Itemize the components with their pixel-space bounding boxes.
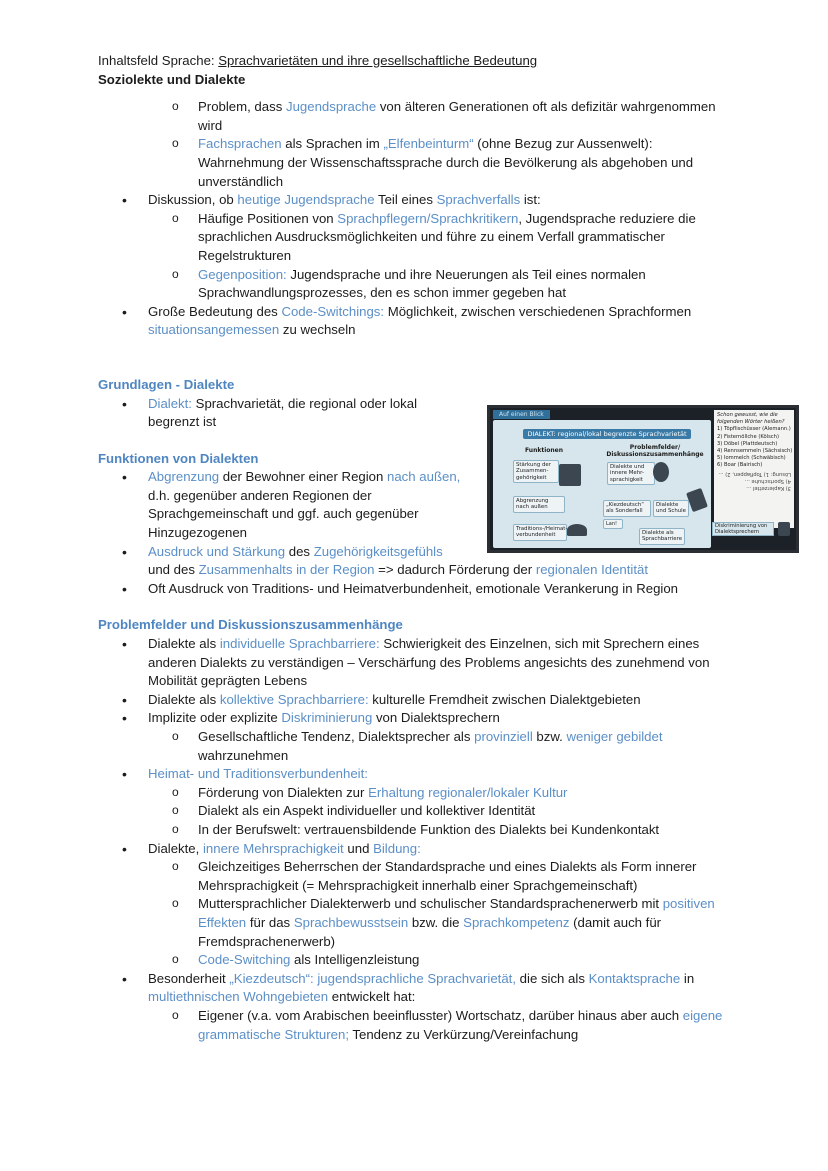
- list-item: o Eigener (v.a. vom Arabischen beeinflusster) Wortschatz, darüber hinaus aber auch eigene grammatische Strukturen; Tendenz zu Verkürzung/Vereinfachung: [98, 1007, 738, 1044]
- infographic-chip: Abgrenzung nach außen: [513, 496, 565, 513]
- list-item: • Dialekte als individuelle Sprachbarriere: Schwierigkeit des Einzelnen, sich mit Sprechern eines anderen Dialekts zu verständigen – Verschärfung des Problems angesichts des zunehmend von Mobilität geprägten Lebens: [98, 635, 738, 691]
- infographic-col-left: Funktionen: [525, 447, 563, 454]
- thumbs-down-icon: [778, 522, 790, 536]
- infographic-side-flip: 3) Kapierzettel ...: [746, 485, 791, 492]
- heading-funktionen: Funktionen von Dialekten: [98, 450, 259, 466]
- infographic-col-right: Problemfelder/ Diskussionszusammenhänge: [606, 444, 704, 458]
- list-item: • Implizite oder explizite Diskriminierung von Dialektsprechern: [98, 709, 738, 728]
- infographic-side-item: 4) Rennsemmeln (Sächsisch): [717, 448, 793, 455]
- infographic-side-flip: Lösung: 1) Topflappen, 2) ...: [718, 470, 791, 477]
- head-icon: [653, 462, 669, 482]
- infographic-side-item: 6) Boar (Bairisch): [717, 462, 763, 469]
- list-kiezdeutsch-sub: [98, 1007, 738, 1044]
- infographic-side-flip: 4) Sportschuhe ...: [744, 478, 791, 485]
- list-item: o In der Berufswelt: vertrauensbildende Funktion des Dialekts bei Kundenkontakt: [98, 821, 738, 840]
- list-item: o Häufige Positionen von Sprachpflegern/Sprachkritikern, Jugendsprache reduziere die sprachlichen Ausdrucksmöglichkeiten und führe zu einem Verfall grammatischer Regelstrukturen: [98, 210, 738, 266]
- list-grundlagen: [98, 395, 438, 432]
- list-item: • Oft Ausdruck von Traditions- und Heimatverbundenheit, emotionale Verankerung in Region: [98, 580, 738, 599]
- list-item: o Problem, dass Jugendsprache von älteren Generationen oft als defizitär wahrgenommen wird: [98, 98, 738, 135]
- list-positionen: [98, 210, 738, 303]
- list-item: • Dialekt: Sprachvarietät, die regional oder lokal begrenzt ist: [98, 395, 438, 432]
- list-item: • Dialekte, innere Mehrsprachigkeit und Bildung:: [98, 840, 738, 859]
- list-heimat: [98, 765, 738, 784]
- list-item: • Ausdruck und Stärkung des Zugehörigkeitsgefühls und des Zusammenhalts in der Region => dadurch Förderung der regionalen Identität: [98, 543, 738, 580]
- calculator-icon: [686, 488, 708, 512]
- infographic-side-item: 5) Iommelch (Schwäbisch): [717, 455, 786, 462]
- list-item: o Gegenposition: Jugendsprache und ihre Neuerungen als Teil eines normalen Sprachwandlungsprozesses, den es schon immer gegeben hat: [98, 266, 738, 303]
- heading-grundlagen: Grundlagen - Dialekte: [98, 376, 235, 392]
- list-jugendsprache: [98, 98, 738, 191]
- list-item: • Dialekte als kollektive Sprachbarriere: kulturelle Fremdheit zwischen Dialektgebieten: [98, 691, 738, 710]
- list-diskriminierung: [98, 728, 738, 765]
- list-problemfelder: [98, 635, 738, 728]
- list-mehrsprachigkeit: [98, 840, 738, 859]
- list-heimat-sub: [98, 784, 738, 840]
- header-prefix: Inhaltsfeld Sprache:: [98, 53, 219, 68]
- infographic-side-item: 1) Töpflischüsser (Alemann.): [717, 426, 791, 433]
- document-subtitle: Soziolekte und Dialekte: [98, 71, 246, 87]
- list-item: • Abgrenzung der Bewohner einer Region nach außen, d.h. gegenüber anderen Regionen der Sprachgemeinschaft und ggf. auch gegenüber Hinzugezogenen: [98, 468, 484, 542]
- infographic-chip: Dialekte und Schule: [653, 500, 689, 517]
- list-item: o Dialekt als ein Aspekt individueller und kollektiver Identität: [98, 802, 738, 821]
- infographic-image: [487, 405, 799, 553]
- infographic-sidebar: [714, 410, 794, 528]
- infographic-title: DIALEKT: regional/lokal begrenzte Sprachvarietät: [523, 429, 691, 439]
- document-title: Sprachvarietäten und ihre gesellschaftliche Bedeutung: [218, 53, 538, 68]
- list-mehrsprachigkeit-sub: [98, 858, 738, 970]
- list-item: o Code-Switching als Intelligenzleistung: [98, 951, 738, 970]
- hat-icon: [567, 524, 587, 536]
- infographic-side-item: 2) Fisternöllche (Kölsch): [717, 433, 779, 440]
- list-item: • Besonderheit „Kiezdeutsch“: jugendsprachliche Sprachvarietät, die sich als Kontaktsprache in multiethnischen Wohngebieten entwickelt hat:: [98, 970, 738, 1007]
- list-item: o Gesellschaftliche Tendenz, Dialektsprecher als provinziell bzw. weniger gebildet wahrzunehmen: [98, 728, 738, 765]
- heading-problemfelder: Problemfelder und Diskussionszusammenhänge: [98, 617, 403, 633]
- infographic-chip: Dialekte und innere Mehr-sprachigkeit: [607, 462, 655, 485]
- list-kiezdeutsch: [98, 970, 738, 1007]
- infographic-disk: Diskriminierung von Dialektsprechern: [712, 522, 774, 536]
- list-item: o Förderung von Dialekten zur Erhaltung regionaler/lokaler Kultur: [98, 784, 738, 803]
- header-line: [98, 52, 738, 71]
- list-item: o Fachsprachen als Sprachen im „Elfenbeinturm“ (ohne Bezug zur Aussenwelt): Wahrnehmung der Wissenschaftssprache durch die Bevölkerung als abgehoben und unverständlich: [98, 135, 738, 191]
- infographic-chip: Lan!: [603, 519, 623, 529]
- infographic-chip: Dialekte als Sprachbarriere: [639, 528, 685, 545]
- infographic-side-title: Schon gewusst, wie die folgenden Wörter heißen?: [717, 412, 785, 426]
- list-item: o Gleichzeitiges Beherrschen der Standardsprache und eines Dialekts als Form innerer Mehrsprachigkeit (= Mehrsprachigkeit innerhalb einer Sprachgemeinschaft): [98, 858, 738, 895]
- list-item: • Große Bedeutung des Code-Switchings: Möglichkeit, zwischen verschiedenen Sprachformen situationsangemessen zu wechseln: [98, 303, 738, 340]
- people-icon: [559, 464, 581, 486]
- infographic-chip: Stärkung der Zusammen-gehörigkeit: [513, 460, 559, 483]
- infographic-tag: Auf einen Blick: [493, 410, 550, 419]
- infographic-chip: „Kiezdeutsch“ als Sonderfall: [603, 500, 651, 517]
- list-item: • Diskussion, ob heutige Jugendsprache Teil eines Sprachverfalls ist:: [98, 191, 738, 210]
- infographic-chip: Traditions-/Heimat-verbundenheit: [513, 524, 567, 541]
- infographic-side-item: 3) Döbel (Plattdeutsch): [717, 440, 778, 447]
- list-code-switching: [98, 303, 738, 340]
- list-item: o Muttersprachlicher Dialekterwerb und schulischer Standardsprachenerwerb mit positiven Effekten für das Sprachbewusstsein bzw. die Sprachkompetenz (damit auch für Fremdsprachenerwerb): [98, 895, 738, 951]
- list-item: • Heimat- und Traditionsverbundenheit:: [98, 765, 738, 784]
- infographic-panel: [493, 420, 711, 548]
- list-diskussion: [98, 191, 738, 210]
